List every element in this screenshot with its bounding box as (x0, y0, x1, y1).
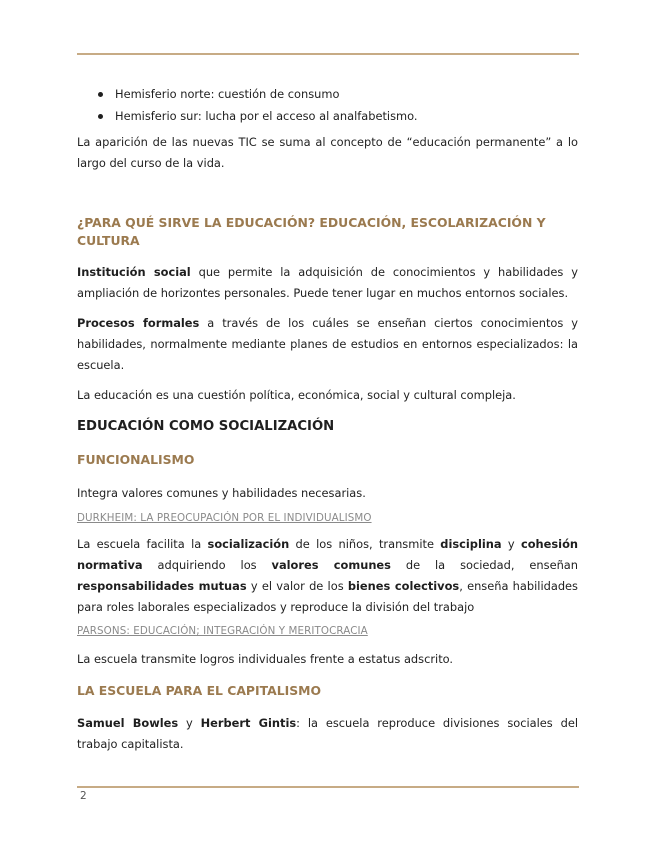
paragraph-parsons: La escuela transmite logros individuales frente a estatus adscrito. (77, 652, 454, 666)
paragraph-capitalismo: Samuel Bowles y Herbert Gintis: la escuela reproduce divisiones sociales del trabajo capitalista. (77, 716, 579, 751)
header-rule (77, 53, 579, 55)
paragraph-funcionalismo: Integra valores comunes y habilidades necesarias. (77, 486, 366, 500)
list-item: Hemisferio norte: cuestión de consumo (77, 84, 578, 106)
term-procesos-formales: Procesos formales (77, 316, 200, 330)
term-institucion-social: Institución social (77, 265, 191, 279)
list-item: Hemisferio sur: lucha por el acceso al analfabetismo. (77, 106, 578, 128)
subheading-capitalismo: LA ESCUELA PARA EL CAPITALISMO (77, 683, 321, 698)
paragraph-durkheim: La escuela facilita la socialización de los niños, transmite disciplina y cohesión normativa adquiriendo los valores comunes de la sociedad, enseñan responsabilidades mutuas y el valor de los bienes colectivos, enseña habilidades para roles laborales especializados y reproduce la división del trabajo (77, 537, 579, 614)
bullet-list (77, 84, 578, 127)
paragraph-institucion-social: Institución social que permite la adquisición de conocimientos y habilidades y ampliación de horizontes personales. Puede tener lugar en muchos entornos sociales. (77, 265, 578, 300)
section-heading-education: ¿PARA QUÉ SIRVE LA EDUCACIÓN? EDUCACIÓN, ESCOLARIZACIÓN Y CULTURA (77, 215, 546, 248)
footer-rule (77, 786, 579, 788)
paragraph-procesos-formales: Procesos formales a través de los cuáles se enseñan ciertos conocimientos y habilidades, normalmente mediante planes de estudios en entornos especializados: la escuela. (77, 316, 579, 372)
section-heading-socializacion: EDUCACIÓN COMO SOCIALIZACIÓN (77, 419, 335, 434)
subheading-funcionalismo: FUNCIONALISMO (77, 452, 195, 467)
subheading-durkheim: DURKHEIM: LA PREOCUPACIÓN POR EL INDIVIDUALISMO (77, 512, 372, 524)
intro-paragraph: La aparición de las nuevas TIC se suma al concepto de “educación permanente” a lo largo del curso de la vida. (77, 135, 578, 170)
page-number: 2 (80, 790, 87, 802)
page-content (77, 84, 578, 755)
paragraph-cuestion-compleja: La educación es una cuestión política, económica, social y cultural compleja. (77, 388, 516, 402)
subheading-parsons: PARSONS: EDUCACIÓN; INTEGRACIÓN Y MERITOCRACIA (77, 625, 368, 637)
